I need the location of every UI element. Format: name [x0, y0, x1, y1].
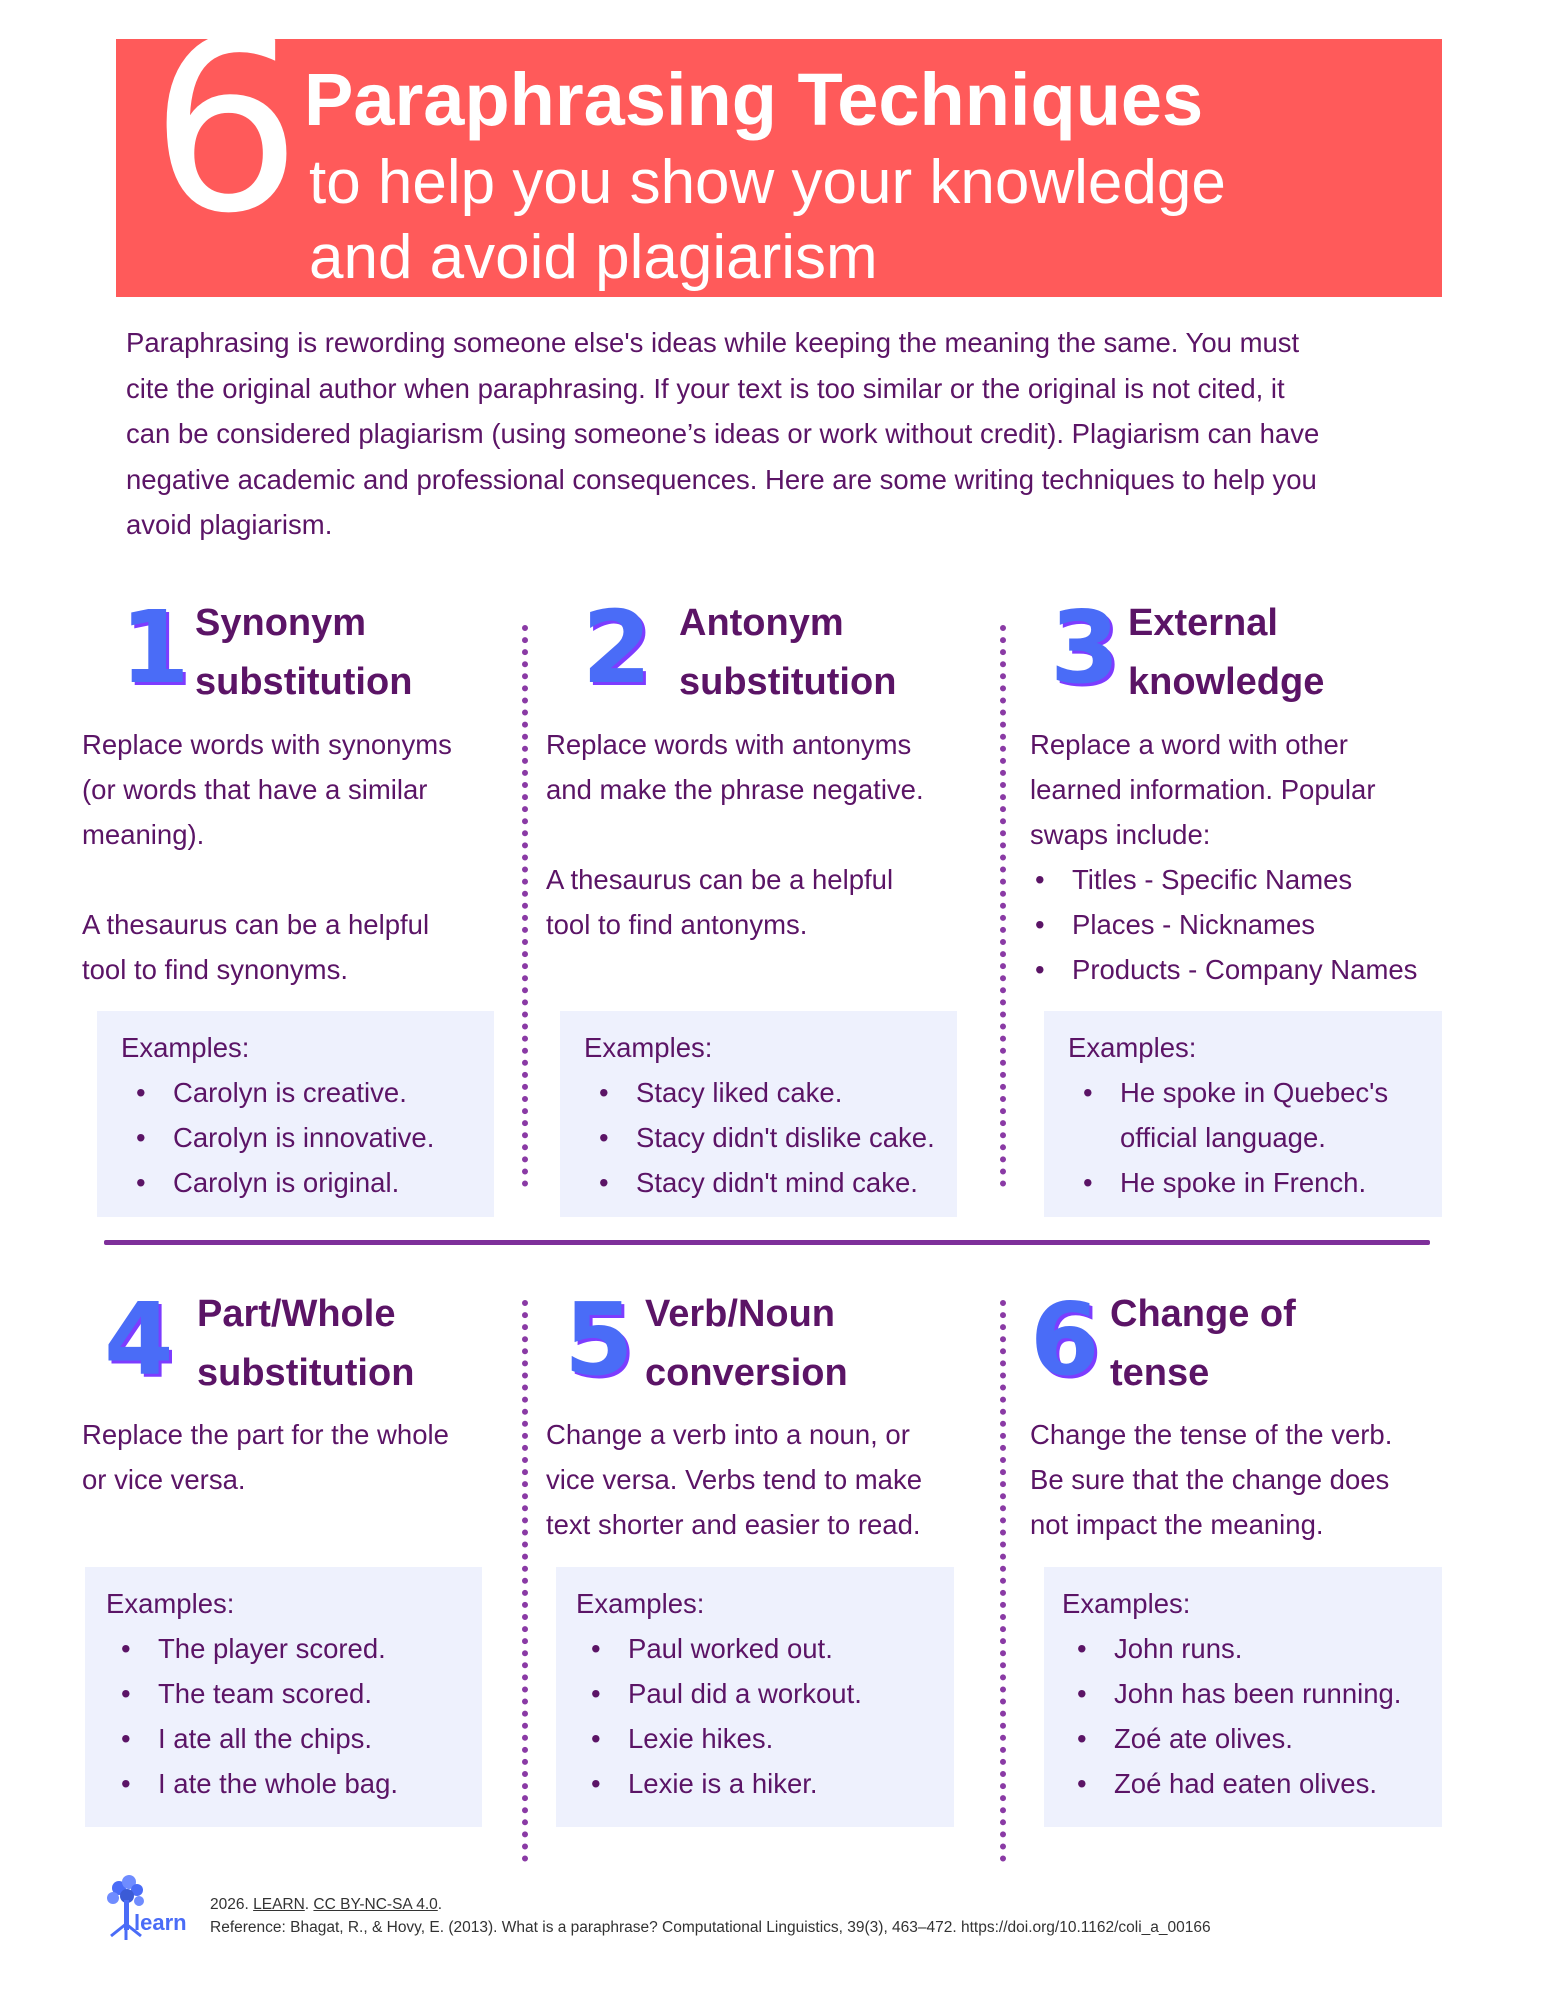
technique-1-description [82, 722, 452, 992]
learn-logo [97, 1874, 197, 1944]
heading-line: Change of [1110, 1293, 1296, 1335]
description-line: vice versa. Verbs tend to make [546, 1464, 923, 1495]
technique-5-description [546, 1412, 922, 1547]
example-item: • Carolyn is original. [121, 1160, 494, 1205]
description-line: Replace the part for the whole [82, 1419, 449, 1450]
technique-2-number: 2 [582, 589, 652, 706]
description-line: or vice versa. [82, 1464, 246, 1495]
description-line: learned information. Popular [1030, 774, 1376, 805]
section-divider [104, 1240, 1430, 1245]
subtitle-line-2: and avoid plagiarism [309, 223, 878, 292]
examples-label: Examples: [576, 1588, 705, 1619]
description-line: swaps include: [1030, 819, 1211, 850]
description-line: meaning). [82, 819, 205, 850]
example-item: • John runs. [1062, 1626, 1442, 1671]
technique-4-number: 4 [104, 1281, 174, 1398]
column-separator [1000, 1300, 1006, 1862]
technique-1-number: 1 [120, 589, 190, 706]
heading-line: Synonym [195, 602, 367, 644]
examples-label: Examples: [106, 1588, 235, 1619]
technique-5-examples [556, 1567, 954, 1827]
footer-reference: Reference: Bhagat, R., & Hovy, E. (2013). What is a paraphrase? Computational Linguistics, 39(3), 463–472. https://doi.org/10.1162/coli_a_00166 [210, 1919, 1211, 1936]
intro-paragraph [126, 320, 1426, 548]
description-line [546, 812, 924, 857]
example-item: • Zoé ate olives. [1062, 1716, 1442, 1761]
heading-line: substitution [195, 661, 413, 703]
intro-line: Paraphrasing is rewording someone else's ideas while keeping the meaning the same. You must [126, 327, 1300, 358]
example-item: • I ate the whole bag. [106, 1761, 482, 1806]
description-line: Be sure that the change does [1030, 1464, 1390, 1495]
description-line: Replace words with antonyms [546, 729, 912, 760]
technique-6-heading [1110, 1285, 1296, 1403]
footer-line-1: 2026. LEARN. CC BY-NC-SA 4.0. [210, 1896, 443, 1913]
intro-line: can be considered plagiarism (using someone’s ideas or work without credit). Plagiarism can have [126, 418, 1320, 449]
example-item: • Carolyn is creative. [121, 1070, 494, 1115]
description-line: not impact the meaning. [1030, 1509, 1324, 1540]
description-line: and make the phrase negative. [546, 774, 924, 805]
example-item: • Zoé had eaten olives. [1062, 1761, 1442, 1806]
example-item-continued [1068, 1115, 1442, 1160]
technique-6-number: 6 [1030, 1281, 1100, 1398]
description-line: tool to find antonyms. [546, 909, 808, 940]
description-line: Replace a word with other [1030, 729, 1348, 760]
example-item: • Stacy liked cake. [584, 1070, 957, 1115]
column-separator [522, 625, 528, 1187]
heading-line: Verb/Noun [645, 1293, 836, 1335]
intro-line: avoid plagiarism. [126, 509, 333, 540]
technique-2-examples [560, 1011, 957, 1217]
intro-line: cite the original author when paraphrasing. If your text is too similar or the original is not cited, it [126, 372, 1285, 404]
swap-item: • Products - Company Names [1020, 947, 1417, 992]
technique-1-heading [195, 594, 412, 712]
technique-3-number: 3 [1050, 589, 1120, 706]
swap-item: • Places - Nicknames [1020, 902, 1417, 947]
description-line: Change the tense of the verb. [1030, 1419, 1393, 1450]
page-subtitle [309, 145, 1226, 295]
license-link[interactable]: CC BY-NC-SA 4.0 [313, 1896, 438, 1913]
technique-5-number: 5 [564, 1281, 634, 1398]
technique-4-heading [197, 1285, 414, 1403]
description-line: Replace words with synonyms [82, 729, 452, 760]
technique-1-examples [97, 1011, 494, 1217]
description-line: A thesaurus can be a helpful [546, 864, 894, 895]
description-line: Change a verb into a noun, or [546, 1419, 910, 1450]
description-line: text shorter and easier to read. [546, 1509, 921, 1540]
example-item: • The team scored. [106, 1671, 482, 1716]
example-item: • Lexie hikes. [576, 1716, 954, 1761]
heading-line: tense [1110, 1352, 1210, 1394]
technique-3-examples [1044, 1011, 1442, 1217]
title-banner [116, 0, 1442, 297]
example-item: • Stacy didn't dislike cake. [584, 1115, 957, 1160]
example-item: • John has been running. [1062, 1671, 1442, 1716]
example-item: • I ate all the chips. [106, 1716, 482, 1761]
swap-item: • Titles - Specific Names [1020, 857, 1417, 902]
technique-4-examples [85, 1567, 482, 1827]
footer-year: 2026. [210, 1896, 249, 1913]
description-line: (or words that have a similar [82, 774, 428, 805]
description-line: A thesaurus can be a helpful [82, 909, 430, 940]
description-line [82, 857, 452, 902]
footer-credits [210, 1893, 1211, 1939]
example-item: • The player scored. [106, 1626, 482, 1671]
description-line: tool to find synonyms. [82, 954, 348, 985]
heading-line: Part/Whole [197, 1293, 396, 1335]
technique-2-description [546, 722, 924, 947]
column-separator [522, 1300, 528, 1862]
examples-label: Examples: [121, 1032, 250, 1063]
example-item: • Lexie is a hiker. [576, 1761, 954, 1806]
example-item: • Stacy didn't mind cake. [584, 1160, 957, 1205]
examples-label: Examples: [584, 1032, 713, 1063]
page-title: Paraphrasing Techniques [304, 58, 1204, 141]
technique-3-heading [1128, 594, 1324, 712]
banner-number: 6 [150, 0, 302, 266]
technique-6-examples [1044, 1567, 1442, 1827]
example-item: • He spoke in Quebec's [1068, 1070, 1442, 1115]
subtitle-line-1: to help you show your knowledge [309, 148, 1226, 217]
example-item: • Carolyn is innovative. [121, 1115, 494, 1160]
heading-line: knowledge [1128, 661, 1325, 703]
intro-line: negative academic and professional consequences. Here are some writing techniques to help you [126, 463, 1317, 495]
heading-line: substitution [197, 1352, 415, 1394]
technique-5-heading [645, 1285, 848, 1403]
technique-4-description [82, 1412, 449, 1502]
example-item: • He spoke in French. [1068, 1160, 1442, 1205]
technique-3-description [1030, 722, 1417, 992]
heading-line: Antonym [679, 602, 844, 644]
technique-2-heading [679, 594, 896, 712]
example-item-continued-text: official language. [1120, 1122, 1326, 1153]
technique-6-description [1030, 1412, 1392, 1547]
example-item: • Paul worked out. [576, 1626, 954, 1671]
learn-link[interactable]: LEARN [253, 1896, 305, 1913]
examples-label: Examples: [1062, 1588, 1191, 1619]
example-item: • Paul did a workout. [576, 1671, 954, 1716]
examples-label: Examples: [1068, 1032, 1197, 1063]
column-separator [1000, 625, 1006, 1187]
logo-text: learn [134, 1910, 187, 1935]
heading-line: External [1128, 602, 1278, 644]
heading-line: conversion [645, 1352, 848, 1394]
heading-line: substitution [679, 661, 897, 703]
